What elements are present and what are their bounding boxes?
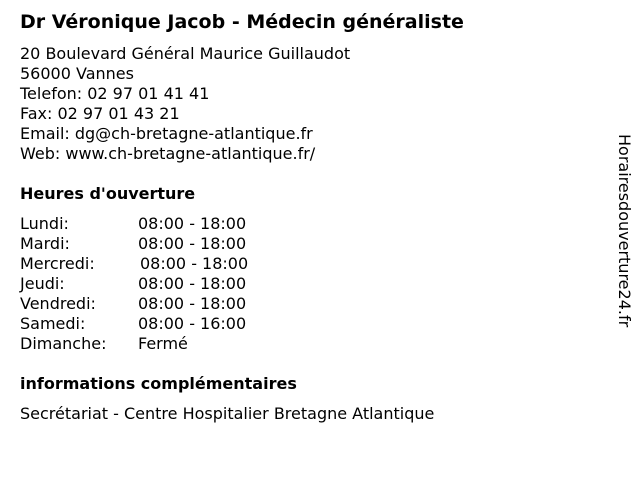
day-label: Vendredi: [20,294,96,313]
time-value: 08:00 - 18:00 [138,214,247,233]
fax-number: Fax: 02 97 01 43 21 [20,104,180,123]
additional-info-heading: informations complémentaires [20,374,297,393]
additional-info-text: Secrétariat - Centre Hospitalier Bretagne Atlantique [20,404,435,423]
day-label: Samedi: [20,314,86,333]
page-title: Dr Véronique Jacob - Médecin généraliste [20,11,464,33]
time-value: 08:00 - 18:00 [138,234,247,253]
website-link[interactable]: Web: www.ch-bretagne-atlantique.fr/ [20,144,316,163]
address-city: 56000 Vannes [20,64,134,83]
time-value: 08:00 - 18:00 [140,254,249,273]
hours-row-lundi [20,214,320,234]
hours-row-jeudi [20,274,320,294]
hours-row-vendredi [20,294,320,314]
time-value: 08:00 - 16:00 [138,314,247,333]
hours-row-samedi [20,314,320,334]
hours-row-mercredi [20,254,320,274]
day-label: Mercredi: [20,254,95,273]
time-value: Fermé [138,334,188,353]
phone-number[interactable]: Telefon: 02 97 01 41 41 [20,84,210,103]
time-value: 08:00 - 18:00 [138,274,247,293]
email-address[interactable]: Email: dg@ch-bretagne-atlantique.fr [20,124,313,143]
contact-block [20,44,350,164]
hours-row-dimanche [20,334,320,354]
day-label: Jeudi: [20,274,65,293]
day-label: Lundi: [20,214,69,233]
hours-row-mardi [20,234,320,254]
day-label: Mardi: [20,234,70,253]
day-label: Dimanche: [20,334,107,353]
opening-hours-heading: Heures d'ouverture [20,184,196,203]
site-watermark: Horairesdouverture24.fr [615,134,634,328]
address-street: 20 Boulevard Général Maurice Guillaudot [20,44,351,63]
time-value: 08:00 - 18:00 [138,294,247,313]
opening-hours-list [20,214,320,354]
